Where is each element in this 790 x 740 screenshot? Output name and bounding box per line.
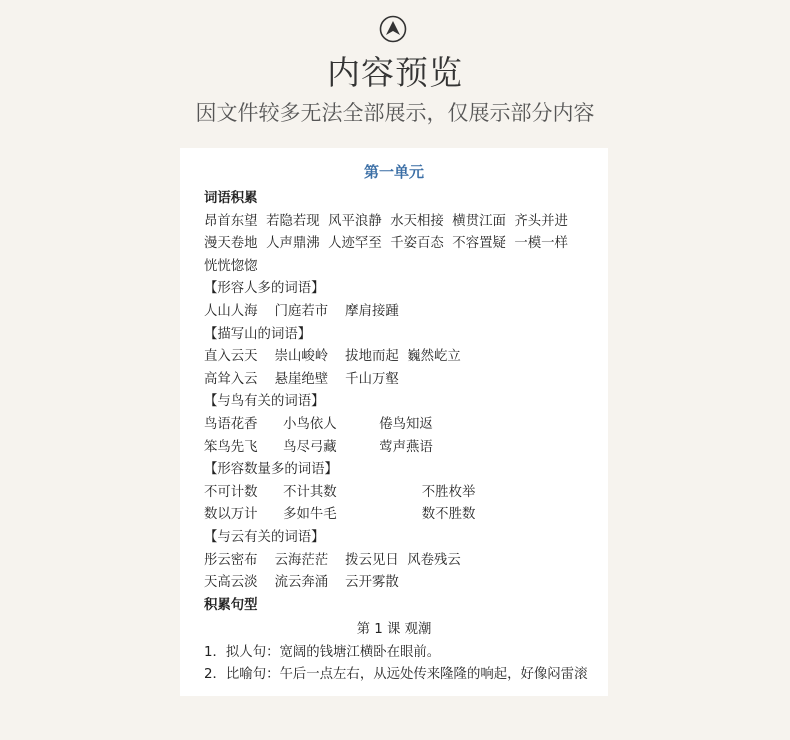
group-line: 直入云天 崇山峻岭 拔地而起 巍然屹立 [204,349,461,365]
group-line: 高耸入云 悬崖绝壁 千山万壑 [204,371,399,387]
navigation-arrow-icon [379,15,407,43]
group-line: 天高云淡 流云奔涌 云开雾散 [204,575,399,591]
group-line: 数以万计 多如牛毛 数不胜数 [204,507,476,523]
group-heading: 【与鸟有关的词语】 [204,394,325,410]
lesson-title: 第 1 课 观潮 [356,622,432,638]
page-subtitle: 因文件较多无法全部展示，仅展示部分内容 [195,101,595,125]
sentence-line: 2．比喻句：午后一点左右，从远处传来隆隆的响起，好像闷雷滚 [204,667,588,683]
document-preview [180,148,608,696]
sentence-heading: 积累句型 [204,597,258,613]
vocab-line: 昂首东望 若隐若现 风平浪静 水天相接 横贯江面 齐头并进 [204,213,568,229]
group-line: 彤云密布 云海茫茫 拨云见日 风卷残云 [204,552,461,568]
page-title: 内容预览 [327,53,463,92]
group-heading: 【形容数量多的词语】 [204,462,338,478]
group-heading: 【与云有关的词语】 [204,529,325,545]
unit-title: 第一单元 [363,163,424,181]
vocab-heading: 词语积累 [204,191,258,206]
group-line: 不可计数 不计其数 不胜枚举 [204,484,476,500]
group-line: 人山人海 门庭若市 摩肩接踵 [204,303,399,319]
group-heading: 【描写山的词语】 [204,326,312,342]
vocab-line: 漫天卷地 人声鼎沸 人迹罕至 千姿百态 不容置疑 一模一样 [204,236,568,252]
group-heading: 【形容人多的词语】 [204,281,325,297]
group-line: 鸟语花香 小鸟依人 倦鸟知返 [204,416,433,432]
group-line: 笨鸟先飞 鸟尽弓藏 莺声燕语 [204,439,433,455]
sentence-line: 1．拟人句：宽阔的钱塘江横卧在眼前。 [204,644,441,660]
vocab-line: 恍恍惚惚 [204,258,258,274]
